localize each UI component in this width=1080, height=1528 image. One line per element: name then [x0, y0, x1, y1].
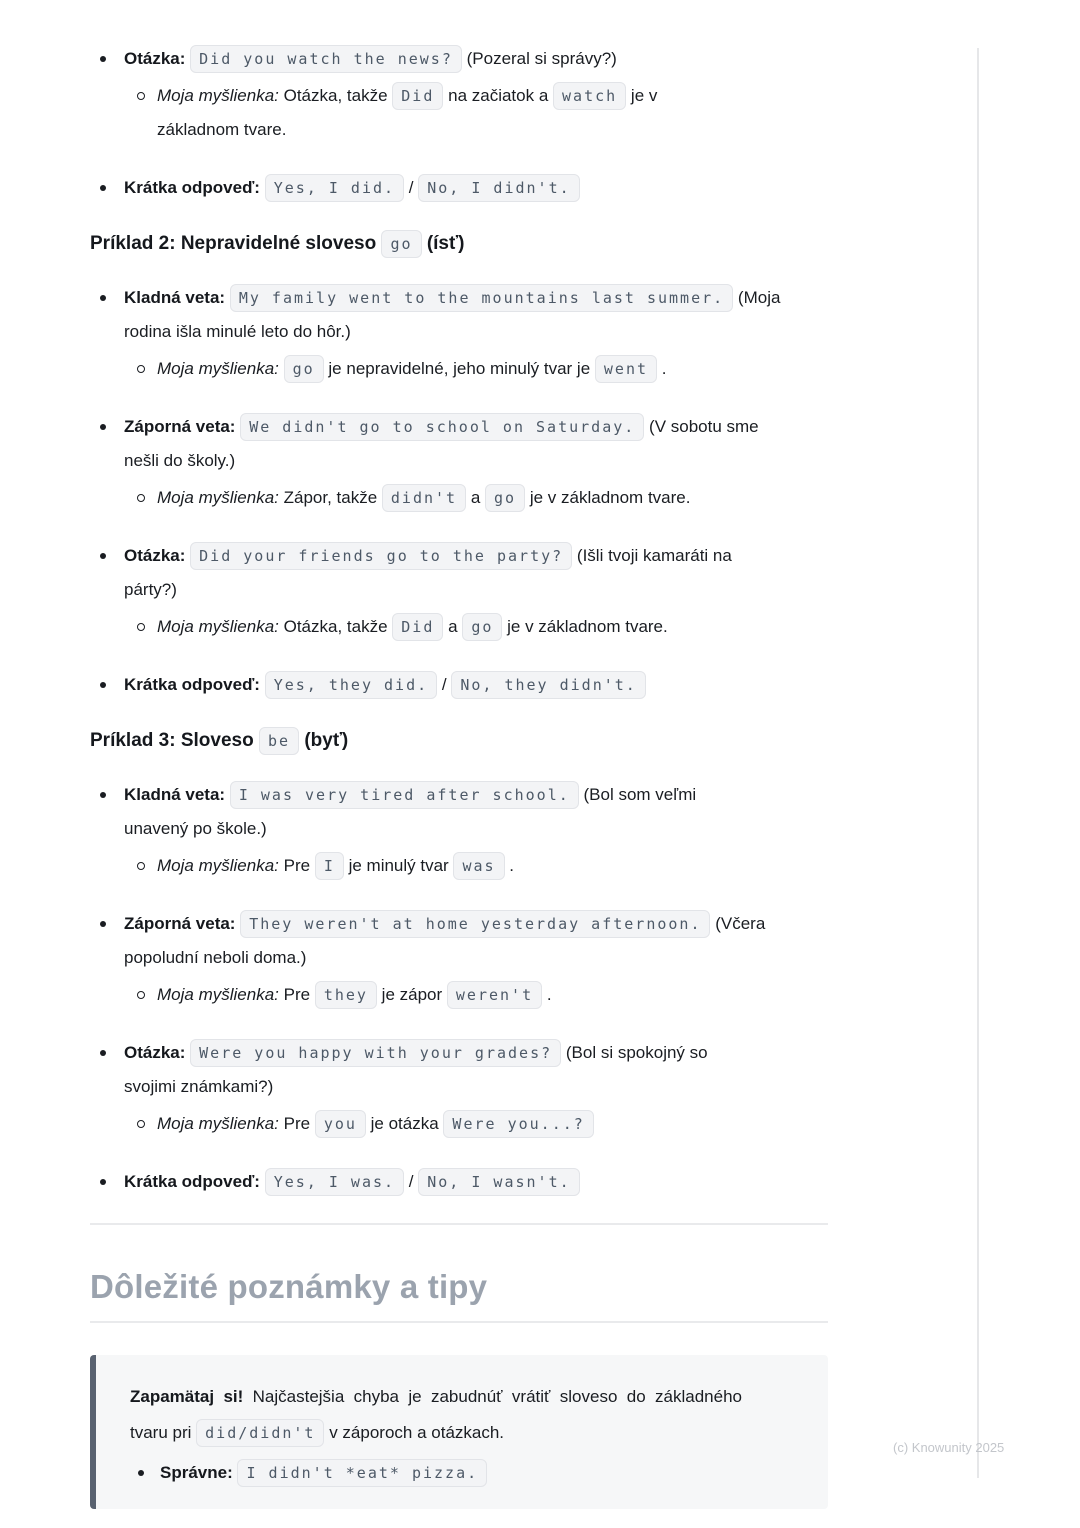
thought-text: je zápor	[381, 985, 443, 1004]
item-label: Krátka odpoveď:	[124, 178, 260, 197]
item-translation: unavený po škole.)	[124, 819, 267, 838]
item-translation: (Bol som veľmi	[583, 785, 697, 804]
code-chip: Did	[392, 82, 443, 110]
heading-text: Príklad 2: Nepravidelné sloveso	[90, 233, 377, 254]
item-translation: párty?)	[124, 580, 177, 599]
thought-sublist	[124, 610, 828, 644]
item-translation: (V sobotu sme	[649, 417, 759, 436]
list-item-negative	[90, 410, 828, 515]
list-item-question	[90, 42, 828, 147]
item-translation: (Išli tvoji kamaráti na	[576, 546, 732, 565]
code-chip: They weren't at home yesterday afternoon.	[240, 910, 710, 938]
thought-text: základnom tvare.	[157, 120, 287, 139]
thought-text: je v	[630, 86, 658, 105]
callout-list-item	[130, 1455, 792, 1491]
section-divider	[90, 1223, 828, 1225]
code-chip: Did	[392, 613, 443, 641]
example2-list	[90, 281, 828, 702]
item-label: Krátka odpoveď:	[124, 1172, 260, 1191]
list-item-short-answer	[90, 668, 828, 702]
thought-text: Zápor, takže	[283, 488, 378, 507]
example2-heading	[90, 229, 828, 259]
code-chip: Yes, I did.	[265, 174, 404, 202]
item-translation: (Bol si spokojný so	[565, 1043, 708, 1062]
code-chip: Were you...?	[443, 1110, 593, 1138]
thought-text: a	[470, 488, 481, 507]
thought-sublist	[124, 978, 828, 1012]
list-item-short-answer	[90, 1165, 828, 1199]
callout-body-text: v záporoch a otázkach.	[329, 1423, 505, 1442]
item-label: Správne:	[160, 1463, 233, 1482]
item-translation: nešli do školy.)	[124, 451, 236, 470]
code-chip: go	[462, 613, 502, 641]
thought-item	[137, 79, 828, 147]
list-item-question	[90, 539, 828, 644]
callout-tip-box	[90, 1355, 828, 1509]
thought-sublist	[124, 1107, 828, 1141]
thought-item	[137, 610, 828, 644]
thought-item	[137, 849, 828, 883]
thought-text: je minulý tvar	[348, 856, 449, 875]
item-translation: (Pozeral si správy?)	[466, 49, 617, 68]
item-label: Kladná veta:	[124, 785, 226, 804]
code-chip: go	[284, 355, 324, 383]
thought-text: je v základnom tvare.	[507, 617, 668, 636]
thought-item	[137, 1107, 828, 1141]
thought-label: Moja myšlienka:	[157, 488, 279, 507]
item-label: Otázka:	[124, 546, 186, 565]
code-chip: I	[315, 852, 344, 880]
notes-section-heading: Dôležité poznámky a tipy	[90, 1267, 828, 1323]
item-translation: popoludní neboli doma.)	[124, 948, 307, 967]
thought-text: .	[661, 359, 667, 378]
thought-text: je nepravidelné, jeho minulý tvar je	[328, 359, 591, 378]
page-edge-line	[977, 48, 979, 1478]
code-chip: No, they didn't.	[451, 671, 646, 699]
thought-sublist	[124, 849, 828, 883]
thought-sublist	[124, 481, 828, 515]
code-chip: was	[453, 852, 504, 880]
list-item-short-answer	[90, 171, 828, 205]
code-chip: My family went to the mountains last summer.	[230, 284, 733, 312]
code-chip: go	[485, 484, 525, 512]
item-label: Otázka:	[124, 49, 186, 68]
thought-sublist	[124, 79, 828, 147]
thought-text: Pre	[283, 856, 311, 875]
callout-label: Zapamätaj si!	[130, 1387, 244, 1406]
item-label: Záporná veta:	[124, 914, 236, 933]
item-label: Kladná veta:	[124, 288, 226, 307]
thought-text: .	[509, 856, 515, 875]
item-translation: (Včera	[715, 914, 766, 933]
thought-text: .	[546, 985, 552, 1004]
code-chip: go	[381, 230, 421, 258]
code-chip: We didn't go to school on Saturday.	[240, 413, 644, 441]
code-chip: No, I didn't.	[418, 174, 579, 202]
thought-item	[137, 352, 828, 386]
callout-body-text: Najčastejšia chyba je zabudnúť vrátiť sloveso do základného tvaru pri	[130, 1387, 742, 1442]
thought-text: Otázka, takže	[283, 86, 388, 105]
code-chip: I didn't *eat* pizza.	[237, 1459, 487, 1487]
thought-text: je otázka	[370, 1114, 439, 1133]
code-chip: No, I wasn't.	[418, 1168, 579, 1196]
thought-sublist	[124, 352, 828, 386]
separator: /	[441, 675, 447, 694]
thought-text: Otázka, takže	[283, 617, 388, 636]
example3-list	[90, 778, 828, 1199]
thought-label: Moja myšlienka:	[157, 856, 279, 875]
callout-list	[130, 1455, 792, 1491]
list-item-affirmative	[90, 281, 828, 386]
thought-text: na začiatok a	[448, 86, 549, 105]
heading-tail: (ísť)	[426, 233, 465, 254]
separator: /	[408, 178, 414, 197]
thought-text: a	[448, 617, 458, 636]
callout-text	[130, 1379, 742, 1451]
copyright-watermark: (c) Knowunity 2025	[893, 1440, 1005, 1455]
code-chip: I was very tired after school.	[230, 781, 579, 809]
list-item-affirmative	[90, 778, 828, 883]
code-chip: Did your friends go to the party?	[190, 542, 572, 570]
item-translation: rodina išla minulé leto do hôr.)	[124, 322, 351, 341]
code-chip: be	[259, 727, 299, 755]
code-chip: went	[595, 355, 657, 383]
item-label: Otázka:	[124, 1043, 186, 1062]
item-label: Záporná veta:	[124, 417, 236, 436]
example3-heading	[90, 726, 828, 756]
item-label: Krátka odpoveď:	[124, 675, 260, 694]
thought-label: Moja myšlienka:	[157, 359, 279, 378]
code-chip: Yes, they did.	[265, 671, 437, 699]
heading-text: Príklad 3: Sloveso	[90, 730, 254, 751]
code-chip: you	[315, 1110, 366, 1138]
item-translation: (Moja	[737, 288, 781, 307]
item-translation: svojimi známkami?)	[124, 1077, 274, 1096]
separator: /	[408, 1172, 414, 1191]
thought-text: Pre	[283, 1114, 311, 1133]
code-chip: weren't	[447, 981, 542, 1009]
list-item-question	[90, 1036, 828, 1141]
thought-item	[137, 481, 828, 515]
code-chip: watch	[553, 82, 626, 110]
heading-tail: (byť)	[304, 730, 349, 751]
thought-text: Pre	[283, 985, 311, 1004]
code-chip: Yes, I was.	[265, 1168, 404, 1196]
code-chip: Were you happy with your grades?	[190, 1039, 561, 1067]
code-chip: did/didn't	[196, 1419, 324, 1447]
thought-text: je v základnom tvare.	[529, 488, 691, 507]
thought-label: Moja myšlienka:	[157, 617, 279, 636]
code-chip: they	[315, 981, 377, 1009]
thought-label: Moja myšlienka:	[157, 1114, 279, 1133]
code-chip: didn't	[382, 484, 466, 512]
code-chip: Did you watch the news?	[190, 45, 462, 73]
thought-label: Moja myšlienka:	[157, 985, 279, 1004]
thought-item	[137, 978, 828, 1012]
example1-list	[90, 42, 828, 205]
list-item-negative	[90, 907, 828, 1012]
document-content	[90, 42, 828, 1509]
thought-label: Moja myšlienka:	[157, 86, 279, 105]
